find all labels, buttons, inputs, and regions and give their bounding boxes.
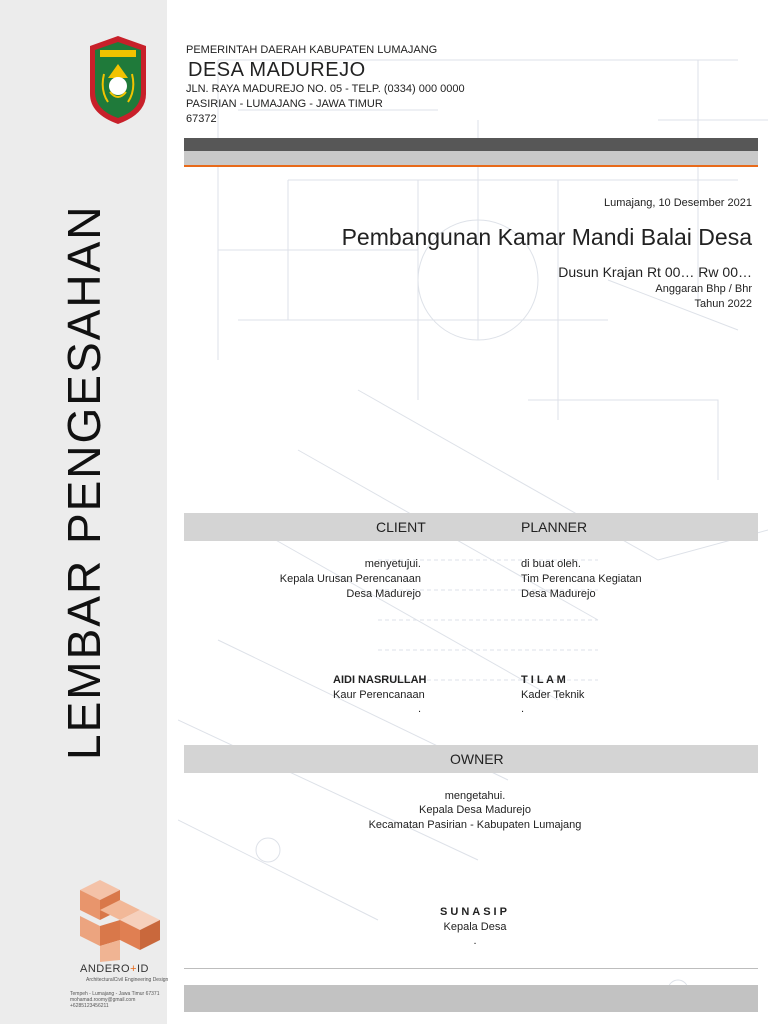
owner-signatory-role: Kepala Desa [443,921,507,933]
planner-dot: . [521,703,525,715]
kabupaten-emblem-icon [88,34,148,126]
client-signatory-name: AIDI NASRULLAH [333,674,427,686]
owner-signatory-name: SUNASIP [440,906,510,918]
owner-position: Kepala Desa Madurejo [419,804,531,816]
client-heading: CLIENT [376,519,426,535]
planner-signatory-role: Kader Teknik [521,689,585,701]
planner-signatory-name: T I L A M [521,674,566,686]
owner-region: Kecamatan Pasirian - Kabupaten Lumajang [368,819,582,831]
planner-heading: PLANNER [521,519,588,535]
postal-code: 67372 [186,113,217,125]
desa-name: DESA MADUREJO [188,59,366,81]
client-position: Kepala Urusan Perencanaan [279,573,421,585]
footer-band [184,985,758,1012]
vertical-title: LEMBAR PENGESAHAN [58,204,110,760]
header-band-light [184,151,758,166]
header-accent-line [184,165,758,167]
org-name: PEMERINTAH DAERAH KABUPATEN LUMAJANG [186,44,438,56]
client-desa: Desa Madurejo [346,588,421,600]
project-year: Tahun 2022 [694,298,752,310]
andero-cube-logo-icon [76,876,160,962]
letterhead [186,43,465,127]
brand-name: ANDERO+ID [80,963,149,975]
contact-info: Tempeh - Lumajang - Jawa Timur 67371 mohamad.roomy@gmail.com +6285123456211 [70,991,160,1009]
project-budget: Anggaran Bhp / Bhr [655,283,752,295]
owner-acknowledge-label: mengetahui. [444,790,506,802]
footer-rule [184,968,758,969]
client-planner-bar [184,513,758,541]
document-date: Lumajang, 10 Desember 2021 [604,197,752,209]
brand-tagline: ArchitecturalCivil Engineering Design [86,977,169,983]
planner-made-by-label: di buat oleh. [521,558,581,570]
planner-desa: Desa Madurejo [521,588,596,600]
header-band-dark [184,138,758,151]
client-signatory-role: Kaur Perencanaan [333,689,425,701]
client-approval-label: menyetujui. [364,558,421,570]
region-line: PASIRIAN - LUMAJANG - JAWA TIMUR [186,98,383,110]
planner-team: Tim Perencana Kegiatan [521,573,642,585]
address-line: JLN. RAYA MADUREJO NO. 05 - TELP. (0334) 000 0000 [186,83,465,95]
owner-heading: OWNER [450,751,504,767]
owner-dot: . [473,935,477,947]
project-location: Dusun Krajan Rt 00… Rw 00… [558,264,752,280]
client-dot: . [418,703,422,715]
project-title: Pembangunan Kamar Mandi Balai Desa [341,224,752,250]
